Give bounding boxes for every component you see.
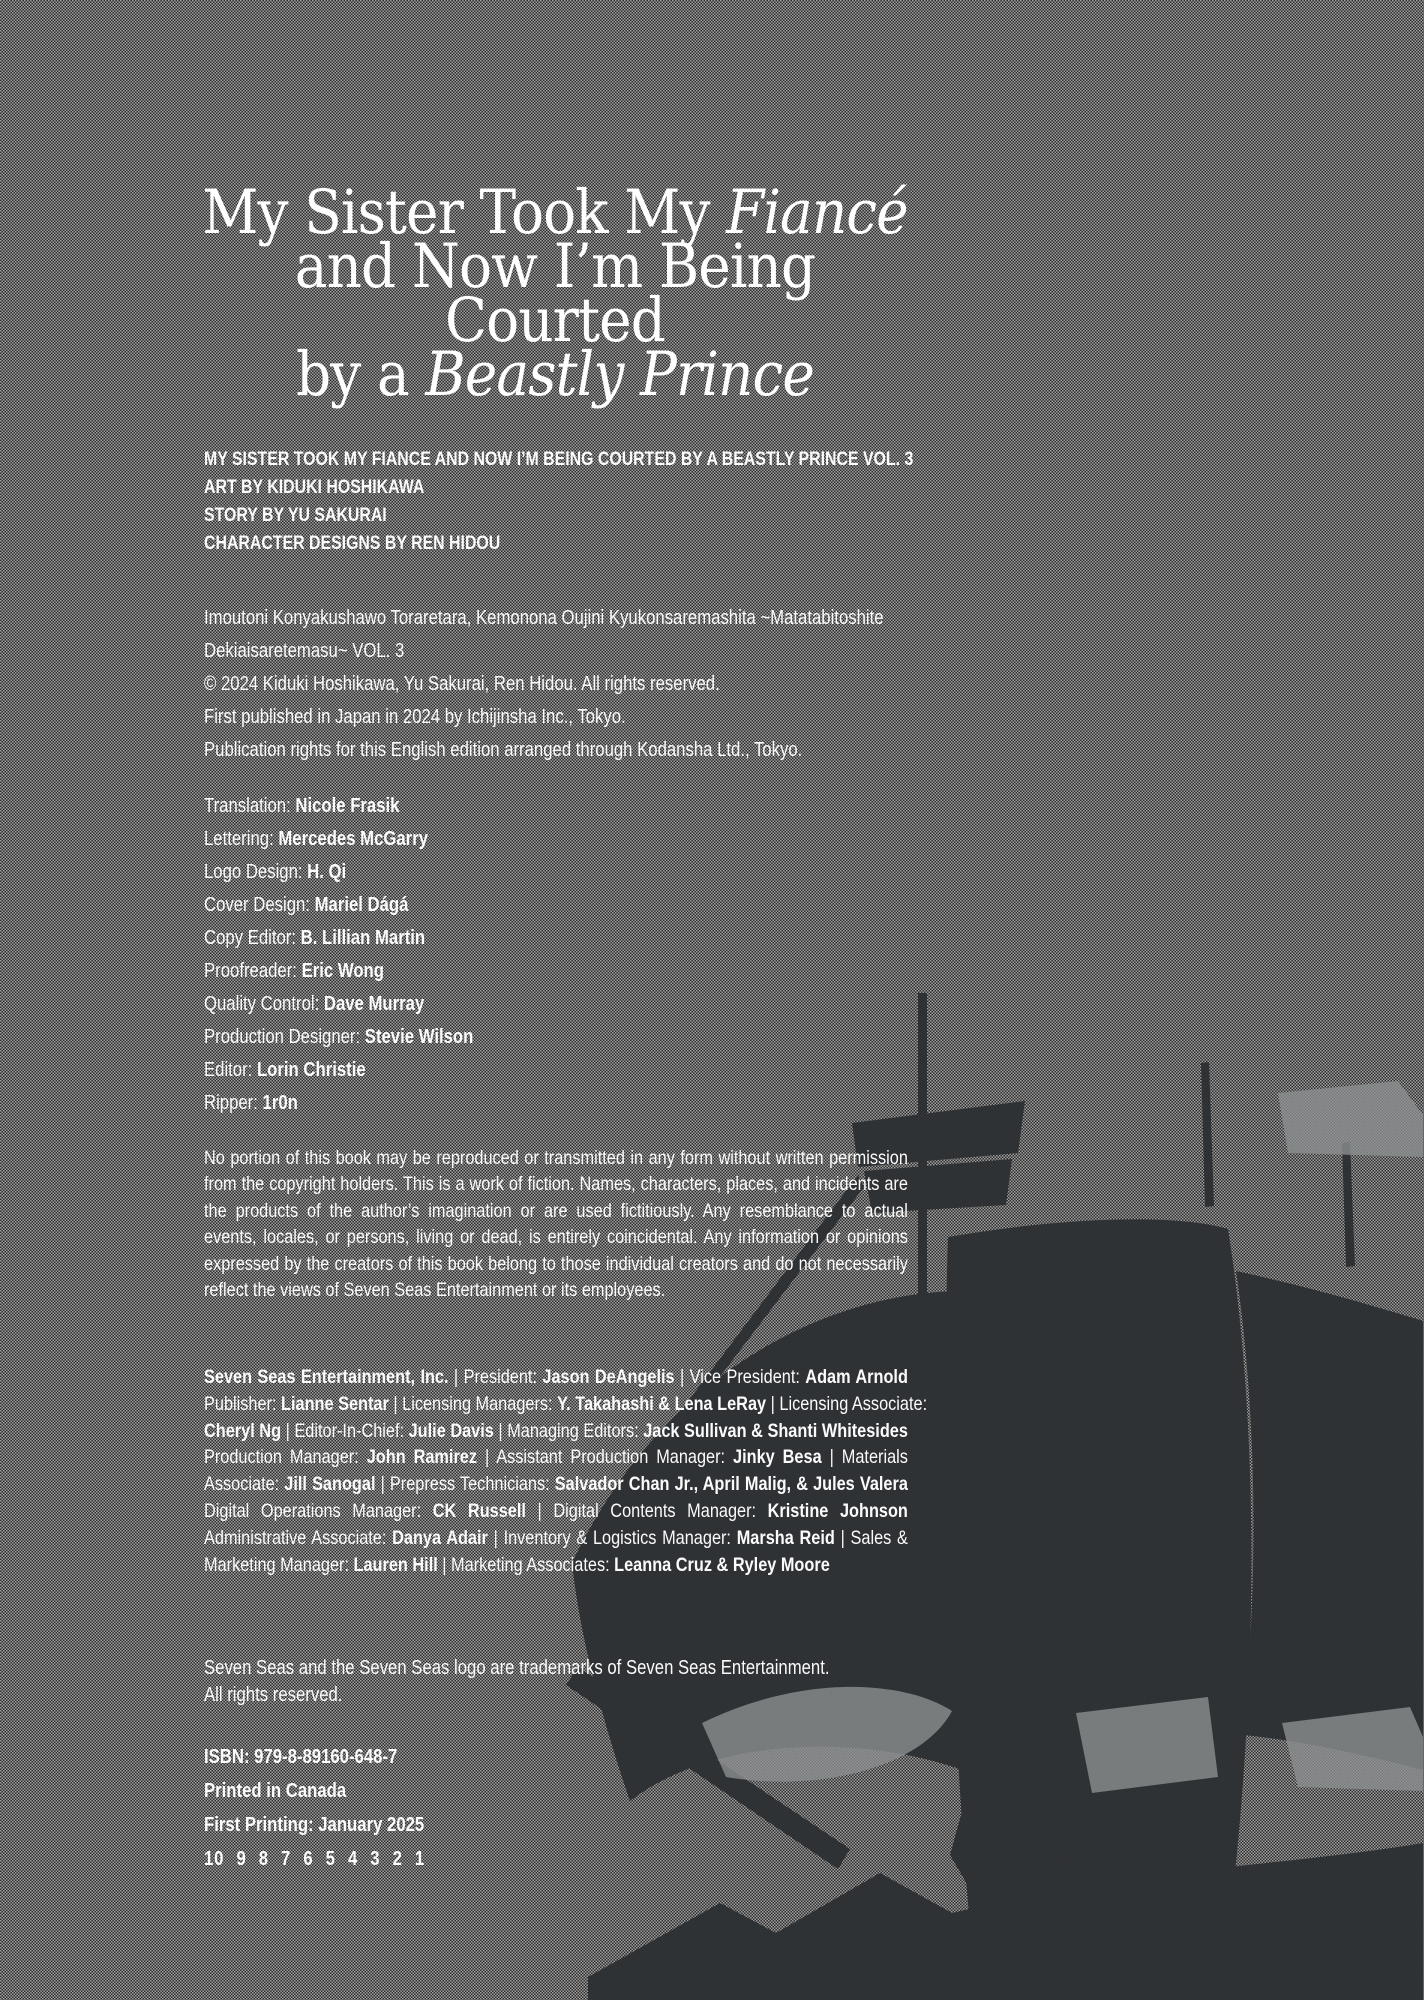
seven-seas-staff-line-segment: | Vice President: — [674, 1366, 806, 1388]
seven-seas-staff-line-segment: Production Manager: — [204, 1446, 367, 1469]
original-edition-line: Publication rights for this English edition arranged through Kodansha Ltd., Tokyo. — [204, 739, 803, 761]
book-title-line-segment: Fiancé — [726, 177, 908, 248]
seven-seas-staff-line-segment: Jack Sullivan & Shanti Whitesides — [643, 1419, 908, 1442]
seven-seas-staff-line — [204, 1525, 908, 1552]
edition-credit-line: CHARACTER DESIGNS BY REN HIDOU — [204, 533, 501, 554]
seven-seas-staff-line-segment: | Managing Editors: — [493, 1419, 644, 1442]
edition-credits — [204, 446, 914, 558]
seven-seas-staff-line-segment: Cheryl Ng — [204, 1419, 282, 1442]
credit-role-label: Lettering: — [204, 828, 279, 850]
credit-line — [204, 1087, 908, 1120]
seven-seas-staff-line-segment: Publisher: — [204, 1392, 282, 1415]
seven-seas-staff-line-segment: Adam Arnold — [805, 1366, 908, 1388]
legal-disclaimer-text: No portion of this book may be reproduced or transmitted in any form without written permission from the copyright holders. This is a work of fiction. Names, characters, places, and incidents are the products of the author’s imagination or are used fictitiously. Any resemblance to actual events, locales, or persons, living or dead, is entirely coincidental. Any information or opinions expressed by the creators of this book belong to those individual creators and do not necessarily reflect the views of Seven Seas Entertainment or its employees. — [204, 1147, 908, 1302]
credit-person-name: Lorin Christie — [256, 1059, 366, 1081]
printing-info — [204, 1740, 908, 1876]
seven-seas-staff-line-segment: Marketing Manager: — [204, 1553, 354, 1576]
seven-seas-staff-line-segment: Lianne Sentar — [281, 1392, 389, 1415]
credit-role-label: Editor: — [204, 1059, 257, 1081]
book-title — [186, 177, 924, 410]
seven-seas-staff-line-segment: Leanna Cruz & Ryley Moore — [614, 1553, 830, 1576]
credit-person-name: Mercedes McGarry — [278, 828, 428, 850]
printing-info-line: First Printing: January 2025 — [204, 1814, 425, 1836]
seven-seas-staff-line-segment: | Editor-In-Chief: — [281, 1419, 409, 1442]
seven-seas-staff-line-segment: | Assistant Production Manager: — [477, 1446, 734, 1469]
seven-seas-staff-line-segment: Associate: — [204, 1473, 285, 1496]
seven-seas-staff-line-segment: Salvador Chan Jr., April Malig, & Jules Valera — [554, 1473, 908, 1496]
credit-line — [204, 955, 908, 988]
credit-person-name: Stevie Wilson — [364, 1026, 474, 1048]
seven-seas-staff-line-segment: | Materials — [821, 1446, 908, 1469]
original-edition-line: © 2024 Kiduki Hoshikawa, Yu Sakurai, Ren Hidou. All rights reserved. — [204, 673, 720, 695]
seven-seas-staff-line — [204, 1444, 908, 1471]
seven-seas-staff-line-segment: Julie Davis — [408, 1419, 494, 1442]
trademark-line: Seven Seas and the Seven Seas logo are trademarks of Seven Seas Entertainment. — [204, 1657, 830, 1679]
credit-role-label: Quality Control: — [204, 993, 324, 1015]
book-title-line — [186, 339, 924, 410]
printing-info-line: 10 9 8 7 6 5 4 3 2 1 — [204, 1848, 426, 1870]
seven-seas-staff-line — [204, 1471, 908, 1498]
seven-seas-staff-line-segment: Danya Adair — [392, 1526, 488, 1549]
original-edition-line: Imoutoni Konyakushawo Toraretara, Kemonona Oujini Kyukonsaremashita ~Matatabitoshite Dekiaisaretemasu~ VOL. 3 — [204, 607, 884, 662]
seven-seas-staff-line-segment: Administrative Associate: — [204, 1526, 393, 1549]
seven-seas-staff-line-segment: CK Russell — [432, 1499, 526, 1522]
seven-seas-staff-line-segment: Seven Seas Entertainment, Inc. — [204, 1366, 449, 1388]
credit-role-label: Translation: — [204, 795, 296, 817]
seven-seas-staff-line-segment: | Inventory & Logistics Manager: — [487, 1526, 737, 1549]
seven-seas-staff-line-segment: John Ramirez — [366, 1446, 478, 1469]
credit-role-label: Cover Design: — [204, 894, 315, 916]
credit-line — [204, 823, 908, 856]
seven-seas-staff-line-segment: | Sales & — [834, 1526, 908, 1549]
seven-seas-staff-line-segment: Digital Operations Manager: — [204, 1499, 433, 1522]
printing-info-line: ISBN: 979-8-89160-648-7 — [204, 1746, 398, 1768]
seven-seas-staff — [204, 1364, 928, 1578]
credit-line — [204, 988, 908, 1021]
book-title-line-segment: My Sister Took My — [202, 177, 727, 248]
seven-seas-staff-line-segment: | Licensing Associate: — [766, 1392, 928, 1415]
credit-person-name: Nicole Frasik — [295, 795, 400, 817]
seven-seas-staff-line-segment: | Licensing Managers: — [388, 1392, 558, 1415]
credit-role-label: Logo Design: — [204, 861, 308, 883]
seven-seas-staff-line-segment: Jason DeAngelis — [542, 1366, 675, 1388]
credit-person-name: 1r0n — [262, 1092, 298, 1114]
seven-seas-staff-line-segment: Kristine Johnson — [767, 1499, 908, 1522]
english-staff-credits — [204, 790, 908, 1120]
credit-person-name: Dave Murray — [323, 993, 425, 1015]
book-title-line-segment: Beastly Prince — [425, 339, 814, 410]
seven-seas-staff-line-segment: Y. Takahashi & Lena LeRay — [557, 1392, 767, 1415]
credit-line — [204, 856, 908, 889]
credit-role-label: Proofreader: — [204, 960, 302, 982]
credit-person-name: H. Qi — [307, 861, 347, 883]
credit-person-name: Eric Wong — [301, 960, 384, 982]
seven-seas-staff-line-segment: | Prepress Technicians: — [375, 1473, 555, 1496]
seven-seas-staff-line-segment: Lauren Hill — [353, 1553, 438, 1576]
legal-disclaimer — [204, 1145, 908, 1303]
seven-seas-staff-line-segment: | President: — [448, 1366, 543, 1388]
seven-seas-staff-line-segment: | Marketing Associates: — [437, 1553, 615, 1576]
edition-credit-line: ART BY KIDUKI HOSHIKAWA — [204, 477, 425, 498]
seven-seas-staff-line-segment: | Digital Contents Manager: — [525, 1499, 768, 1522]
seven-seas-staff-line-segment: Marsha Reid — [736, 1526, 835, 1549]
book-title-line — [186, 231, 924, 356]
seven-seas-staff-line — [204, 1418, 908, 1445]
seven-seas-staff-line — [204, 1552, 908, 1579]
book-title-line-segment: and Now I’m Being Courted — [294, 231, 816, 356]
printing-info-line: Printed in Canada — [204, 1780, 347, 1802]
credit-role-label: Ripper: — [204, 1092, 263, 1114]
edition-credit-line: STORY BY YU SAKURAI — [204, 505, 387, 526]
original-edition-line: First published in Japan in 2024 by Ichijinsha Inc., Tokyo. — [204, 706, 626, 728]
credit-line — [204, 1021, 908, 1054]
credit-person-name: Mariel Dágá — [314, 894, 409, 916]
credit-line — [204, 1054, 908, 1087]
seven-seas-staff-line-segment: Jill Sanogal — [284, 1473, 376, 1496]
credit-person-name: B. Lillian Martin — [300, 927, 426, 949]
credit-role-label: Copy Editor: — [204, 927, 301, 949]
original-edition-info — [204, 602, 908, 767]
seven-seas-staff-line — [204, 1364, 908, 1391]
trademark-line: All rights reserved. — [204, 1684, 343, 1706]
seven-seas-staff-line — [204, 1498, 908, 1525]
credit-line — [204, 889, 908, 922]
credit-line — [204, 922, 908, 955]
trademark-notice — [204, 1655, 908, 1709]
book-title-line-segment: by a — [296, 339, 426, 410]
credit-line — [204, 790, 908, 823]
edition-credit-line: MY SISTER TOOK MY FIANCE AND NOW I’M BEING COURTED BY A BEASTLY PRINCE VOL. 3 — [204, 449, 914, 470]
seven-seas-staff-line-segment: Jinky Besa — [733, 1446, 822, 1469]
credit-role-label: Production Designer: — [204, 1026, 365, 1048]
seven-seas-staff-line — [204, 1391, 928, 1418]
